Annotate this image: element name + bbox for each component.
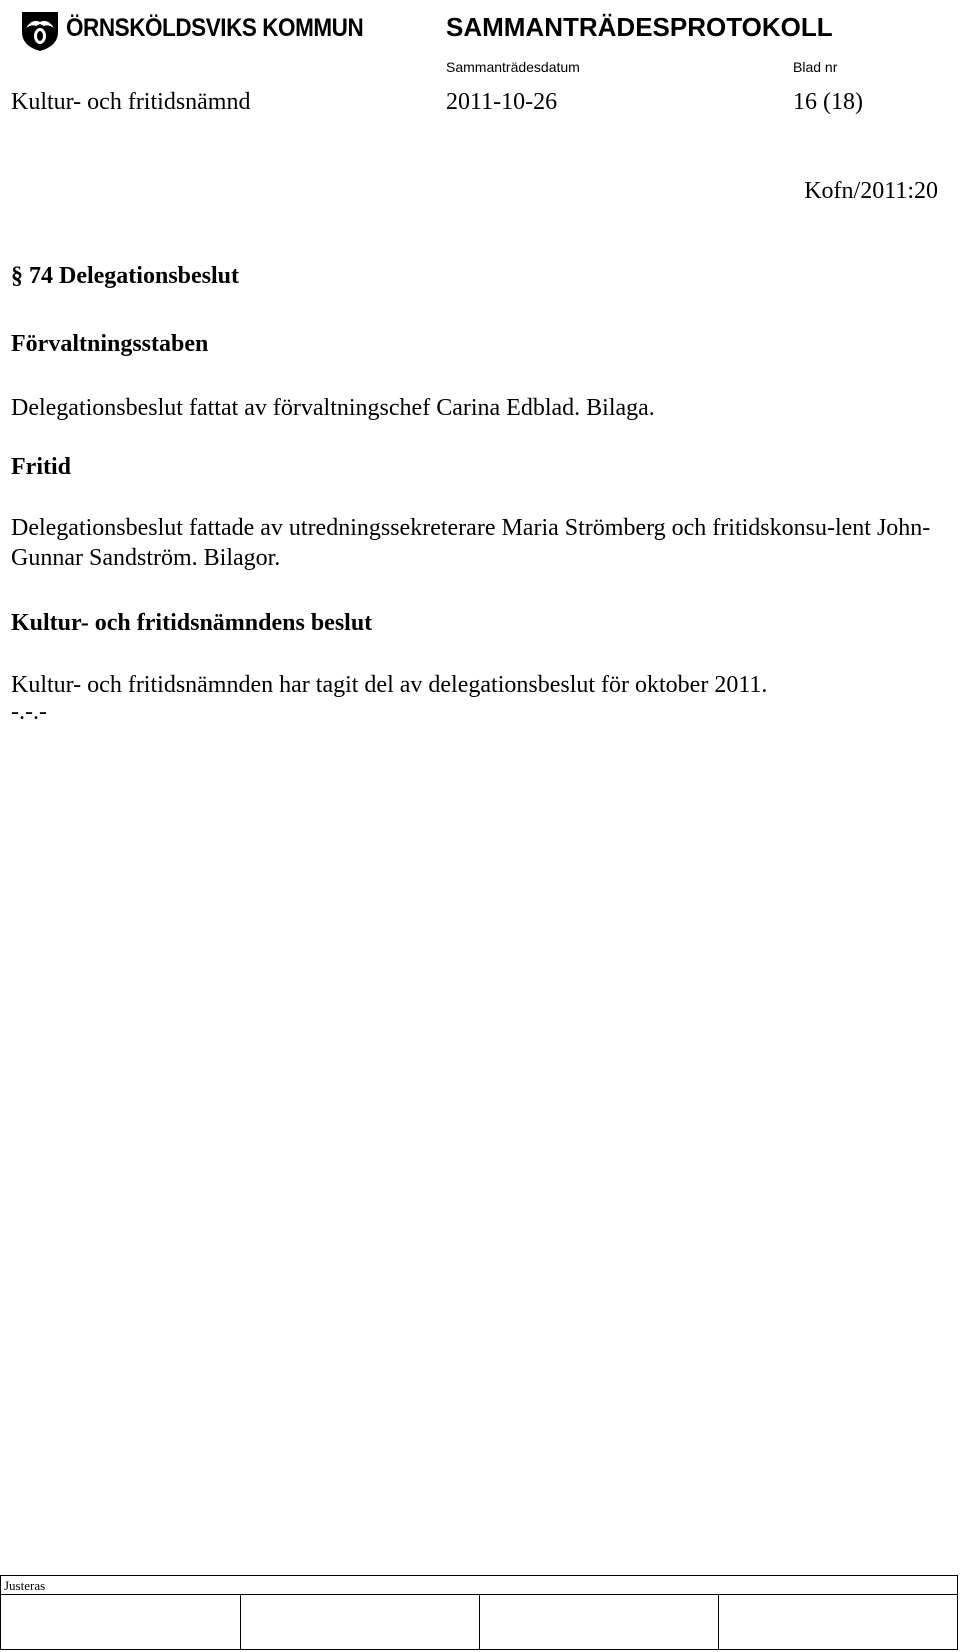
end-marker: -.-.- <box>11 699 47 725</box>
signature-box-divider-3 <box>718 1594 720 1650</box>
signature-box-divider-1 <box>240 1594 242 1650</box>
organization-name: ÖRNSKÖLDSVIKS KOMMUN <box>66 14 364 42</box>
municipality-logo <box>20 8 60 52</box>
page-number-label: Blad nr <box>793 59 838 75</box>
leisure-paragraph: Delegationsbeslut fattade av utredningssekreterare Maria Strömberg och fritidskonsu-lent John-Gunnar Sandström. Bilagor. <box>11 515 931 571</box>
meeting-date-label: Sammanträdesdatum <box>446 59 580 75</box>
document-type: SAMMANTRÄDESPROTOKOLL <box>446 12 833 42</box>
approval-label: Justeras <box>4 1578 46 1593</box>
leisure-heading: Fritid <box>11 454 71 480</box>
staff-paragraph: Delegationsbeslut fattat av förvaltningschef Carina Edblad. Bilaga. <box>11 395 655 421</box>
section-title: § 74 Delegationsbeslut <box>11 263 239 289</box>
coat-of-arms-icon <box>20 8 60 52</box>
decision-paragraph: Kultur- och fritidsnämnden har tagit del av delegationsbeslut för oktober 2011. <box>11 672 768 698</box>
committee-name: Kultur- och fritidsnämnd <box>11 89 251 115</box>
page-number: 16 (18) <box>793 89 863 115</box>
decision-heading: Kultur- och fritidsnämndens beslut <box>11 610 373 636</box>
signature-box-divider-2 <box>479 1594 481 1650</box>
case-reference: Kofn/2011:20 <box>804 178 938 204</box>
staff-heading: Förvaltningsstaben <box>11 331 209 357</box>
meeting-date: 2011-10-26 <box>446 89 558 115</box>
